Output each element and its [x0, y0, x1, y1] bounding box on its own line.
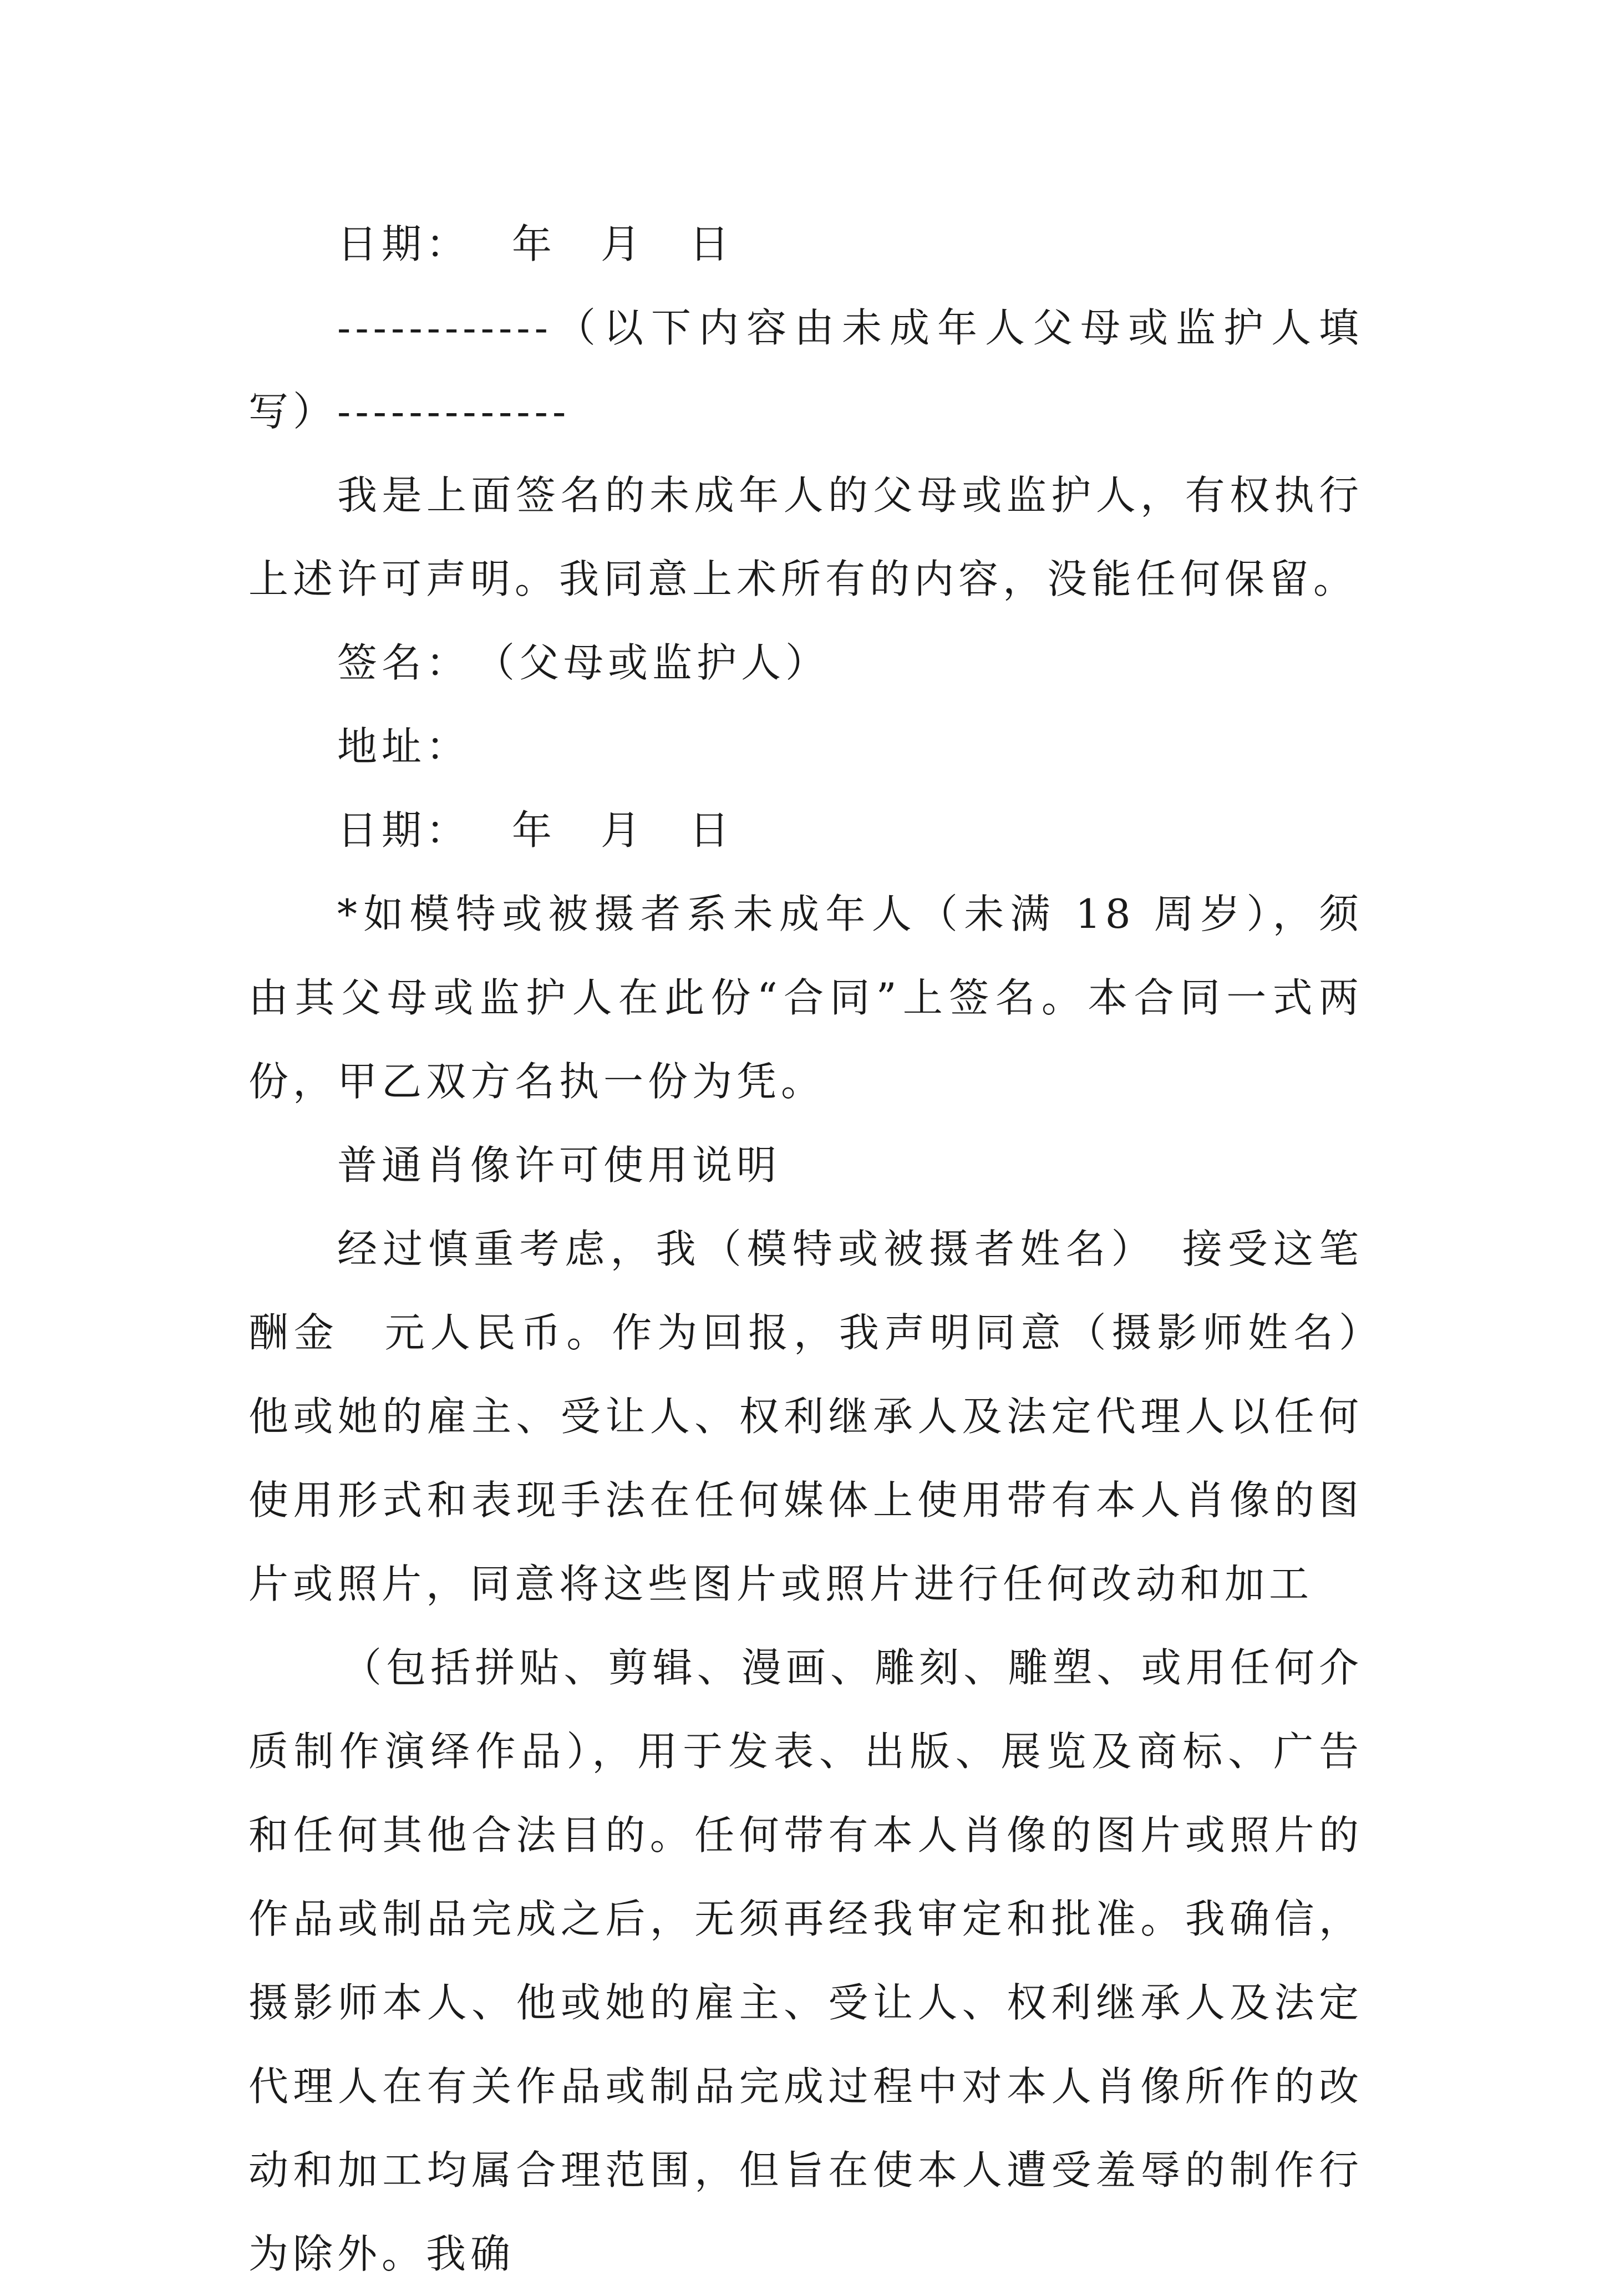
document-body: [248, 202, 1408, 2296]
minor-note: *如模特或被摄者系未成年人（未满 18 周岁），须由其父母或监护人在此份“合同”上签名。本合同一式两份，甲乙双方名执一份为凭。: [248, 891, 1363, 1105]
guardian-consent-statement: 我是上面签名的未成年人的父母或监护人，有权执行上述许可声明。我同意上术所有的内容，没能任何保留。: [248, 472, 1363, 602]
address-line: 地址：: [337, 723, 471, 770]
guardian-signature-line: 签名： （父母或监护人）: [337, 639, 830, 686]
license-paragraph-continued: （包括拼贴、剪辑、漫画、雕刻、雕塑、或用任何介质制作演绎作品），用于发表、出版、展览及商标、广告和任何其他合法目的。任何带有本人肖像的图片或照片的作品或制品完成之后，无须再经我审定和批准。我确信，摄影师本人、他或她的雇主、受让人、权利继承人及法定代理人在有关作品或制品完成过程中对本人肖像所作的改动和加工均属合理范围，但旨在使本人遭受羞辱的制作行为除外。我确: [248, 1644, 1363, 2277]
guardian-section-divider: ------------（以下内容由未成年人父母或监护人填写）-------------: [248, 304, 1363, 435]
license-paragraph: 经过慎重考虑，我（模特或被摄者姓名） 接受这笔酬金 元人民币。作为回报，我声明同意（摄影师姓名） 他或她的雇主、受让人、权利继承人及法定代理人以任何使用形式和表现手法在任何媒体上使用带有本人肖像的图片或照片，同意将这些图片或照片进行任何改动和加工: [248, 1226, 1408, 1607]
date-line: 日期： 年 月 日: [337, 221, 734, 267]
guardian-date-line: 日期： 年 月 日: [337, 807, 734, 854]
section-heading: 普通肖像许可使用说明: [337, 1142, 781, 1188]
